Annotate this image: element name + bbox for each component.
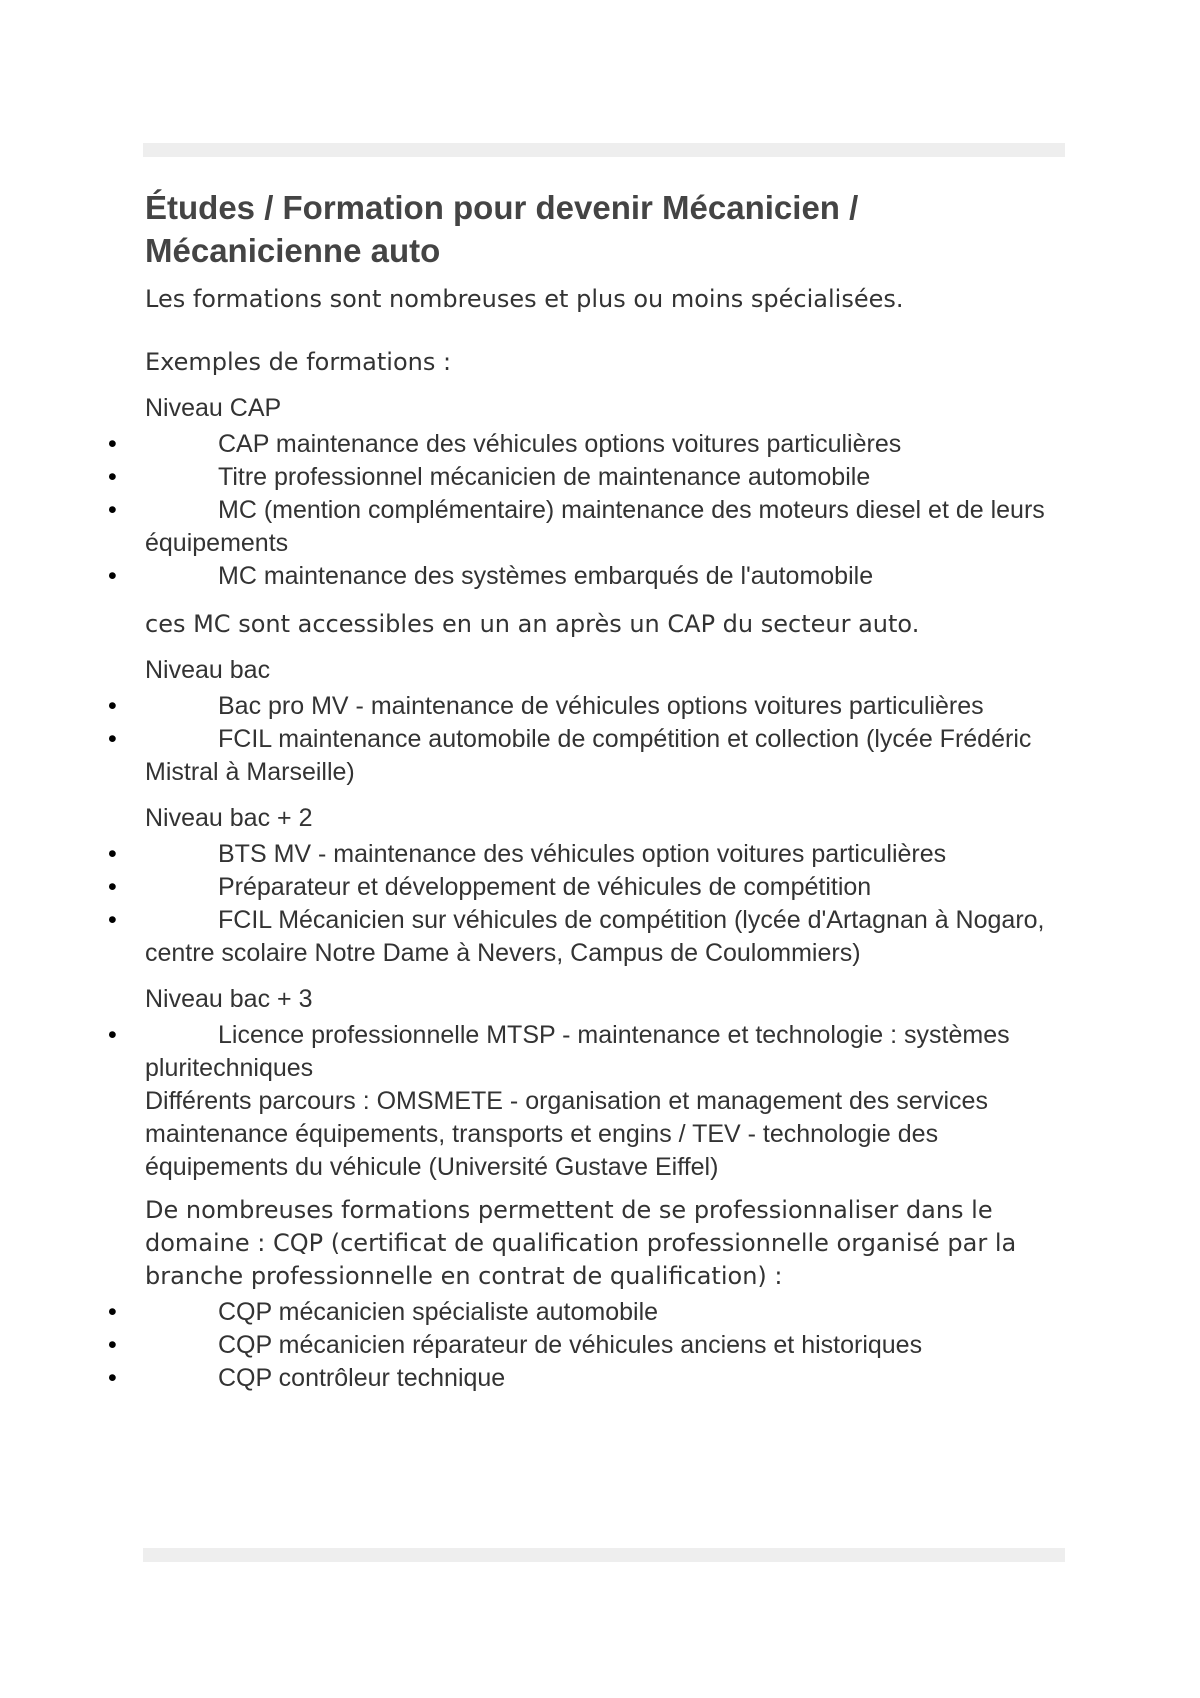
cqp-list [145, 1296, 1065, 1395]
list-item: • Bac pro MV - maintenance de véhicules options voitures particulières [145, 690, 1065, 723]
list-item: • Licence professionnelle MTSP - maintenance et technologie : systèmes pluritechniques [145, 1019, 1065, 1085]
list-item: • BTS MV - maintenance des véhicules option voitures particulières [145, 838, 1065, 871]
list-item: • CQP contrôleur technique [145, 1362, 1065, 1395]
level-bac3-heading: Niveau bac + 3 [145, 985, 313, 1013]
level-bac2-list [145, 838, 1065, 970]
examples-heading: Exemples de formations : [145, 348, 452, 376]
level-cap-note: ces MC sont accessibles en un an après un CAP du secteur auto. [145, 610, 920, 638]
level-bac2-heading: Niveau bac + 2 [145, 804, 313, 832]
bottom-divider [143, 1548, 1065, 1562]
level-bac3-detail: Différents parcours : OMSMETE - organisation et management des services maintenance équipements, transports et engins / TEV - technologie des équipements du véhicule (Université Gustave Eiffel) [145, 1087, 988, 1181]
level-cap-list [145, 428, 1065, 593]
list-item: • Titre professionnel mécanicien de maintenance automobile [145, 461, 1065, 494]
intro-paragraph: Les formations sont nombreuses et plus ou moins spécialisées. [145, 285, 904, 313]
list-item: • MC (mention complémentaire) maintenance des moteurs diesel et de leurs équipements [145, 494, 1065, 560]
list-item: • MC maintenance des systèmes embarqués de l'automobile [145, 560, 1065, 593]
list-item: • FCIL maintenance automobile de compétition et collection (lycée Frédéric Mistral à Marseille) [145, 723, 1065, 789]
level-bac3-list [145, 1019, 1065, 1085]
list-item: • CAP maintenance des véhicules options voitures particulières [145, 428, 1065, 461]
top-divider [143, 143, 1065, 157]
level-cap-heading: Niveau CAP [145, 394, 282, 422]
cqp-intro: De nombreuses formations permettent de se professionnaliser dans le domaine : CQP (certificat de qualification professionnelle organisé par la branche professionnelle en contrat de qualification) : [145, 1196, 1017, 1290]
level-bac-list [145, 690, 1065, 789]
list-item: • Préparateur et développement de véhicules de compétition [145, 871, 1065, 904]
document-content [145, 186, 1065, 1395]
level-bac-heading: Niveau bac [145, 656, 271, 684]
list-item: • FCIL Mécanicien sur véhicules de compétition (lycée d'Artagnan à Nogaro, centre scolaire Notre Dame à Nevers, Campus de Coulommiers) [145, 904, 1065, 970]
list-item: • CQP mécanicien réparateur de véhicules anciens et historiques [145, 1329, 1065, 1362]
page-title: Études / Formation pour devenir Mécanicien / Mécanicienne auto [145, 189, 859, 269]
list-item: • CQP mécanicien spécialiste automobile [145, 1296, 1065, 1329]
